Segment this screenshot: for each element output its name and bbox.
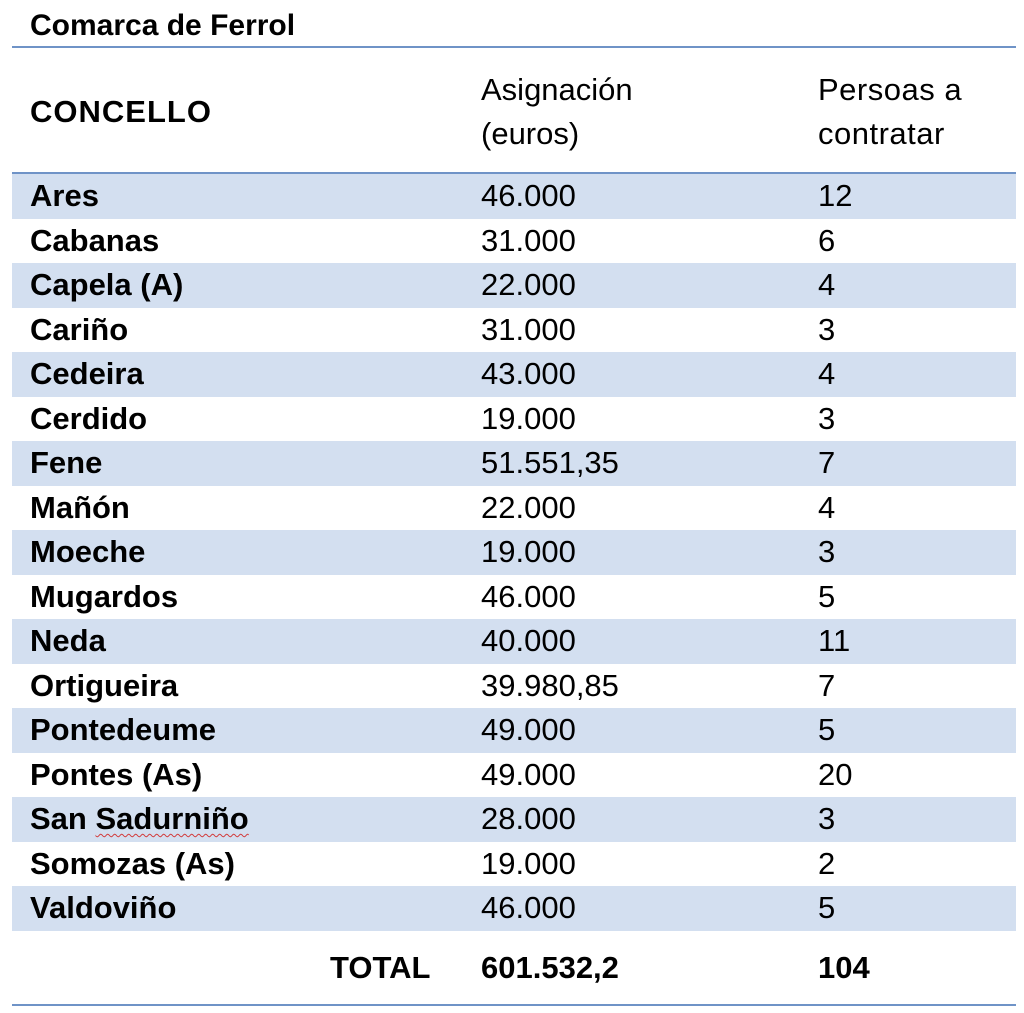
cell-concello: Moeche — [30, 534, 146, 569]
cell-concello: San Sadurniño — [30, 801, 249, 836]
table-row — [12, 263, 1016, 308]
table-row — [12, 664, 1016, 709]
cell-concello: Fene — [30, 445, 103, 480]
cell-persoas: 4 — [818, 489, 836, 525]
table-row — [12, 708, 1016, 753]
cell-asignacion: 43.000 — [481, 356, 576, 391]
total-asignacion: 601.532,2 — [481, 950, 619, 985]
total-persoas: 104 — [818, 950, 870, 985]
cell-persoas: 3 — [818, 400, 836, 436]
cell-concello: Ares — [30, 178, 99, 213]
cell-persoas: 5 — [818, 578, 836, 614]
table-row — [12, 219, 1016, 264]
table-row — [12, 797, 1016, 842]
table-row — [12, 886, 1016, 931]
cell-concello: Pontedeume — [30, 712, 217, 747]
cell-concello: Cerdido — [30, 400, 148, 436]
table-row — [12, 308, 1016, 353]
cell-persoas: 3 — [818, 534, 836, 569]
cell-persoas: 5 — [818, 890, 836, 925]
bottom-rule — [12, 1004, 1016, 1006]
cell-asignacion: 19.000 — [481, 534, 576, 569]
table-row — [12, 530, 1016, 575]
cell-concello: Capela (A) — [30, 267, 184, 302]
table-row — [12, 619, 1016, 664]
title-rule — [12, 46, 1016, 48]
cell-asignacion: 31.000 — [481, 311, 576, 347]
header-concello: CONCELLO — [30, 94, 212, 129]
cell-concello: Mañón — [30, 489, 130, 525]
cell-asignacion: 39.980,85 — [481, 667, 619, 703]
cell-asignacion: 22.000 — [481, 489, 576, 525]
cell-concello: Mugardos — [30, 578, 179, 614]
cell-concello: Cariño — [30, 311, 129, 347]
cell-persoas: 3 — [818, 801, 836, 836]
header-persoas-line1: Persoas a — [818, 72, 963, 107]
cell-asignacion: 49.000 — [481, 756, 576, 792]
table-row — [12, 486, 1016, 531]
cell-asignacion: 49.000 — [481, 712, 576, 747]
cell-persoas: 2 — [818, 845, 836, 881]
cell-concello: Cedeira — [30, 356, 144, 391]
cell-asignacion: 28.000 — [481, 801, 576, 836]
cell-concello: Pontes (As) — [30, 756, 203, 792]
cell-persoas: 12 — [818, 178, 853, 213]
cell-persoas: 4 — [818, 356, 836, 391]
cell-asignacion: 31.000 — [481, 222, 576, 258]
table-row — [12, 753, 1016, 798]
cell-asignacion: 19.000 — [481, 400, 576, 436]
cell-asignacion: 19.000 — [481, 845, 576, 881]
cell-asignacion: 46.000 — [481, 578, 576, 614]
table-row — [12, 352, 1016, 397]
cell-persoas: 20 — [818, 756, 853, 792]
header-persoas-line2: contratar — [818, 116, 945, 151]
table-row — [12, 397, 1016, 442]
cell-asignacion: 46.000 — [481, 178, 576, 213]
cell-persoas: 5 — [818, 712, 836, 747]
cell-asignacion: 51.551,35 — [481, 445, 619, 480]
table-title: Comarca de Ferrol — [30, 9, 296, 42]
cell-persoas: 11 — [818, 623, 851, 658]
cell-persoas: 3 — [818, 311, 836, 347]
header-asignacion-line2: (euros) — [481, 116, 580, 151]
header-asignacion-line1: Asignación — [481, 72, 633, 107]
cell-concello: Somozas (As) — [30, 845, 235, 881]
cell-concello: Cabanas — [30, 222, 160, 258]
cell-persoas: 7 — [818, 667, 836, 703]
header-persoas — [818, 68, 962, 156]
table-body — [12, 174, 1016, 931]
cell-asignacion: 22.000 — [481, 267, 576, 302]
cell-concello: Valdoviño — [30, 890, 177, 925]
cell-persoas: 7 — [818, 445, 836, 480]
total-label: TOTAL — [330, 950, 431, 985]
table-row — [12, 575, 1016, 620]
table-row — [12, 174, 1016, 219]
cell-persoas: 6 — [818, 222, 836, 258]
cell-persoas: 4 — [818, 267, 836, 302]
cell-concello: Ortigueira — [30, 667, 179, 703]
cell-asignacion: 46.000 — [481, 890, 576, 925]
cell-concello: Neda — [30, 623, 106, 658]
cell-asignacion: 40.000 — [481, 623, 576, 658]
table-row — [12, 842, 1016, 887]
spellcheck-underline: Sadurniño — [95, 801, 249, 836]
table-row — [12, 441, 1016, 486]
header-asignacion — [481, 68, 633, 156]
